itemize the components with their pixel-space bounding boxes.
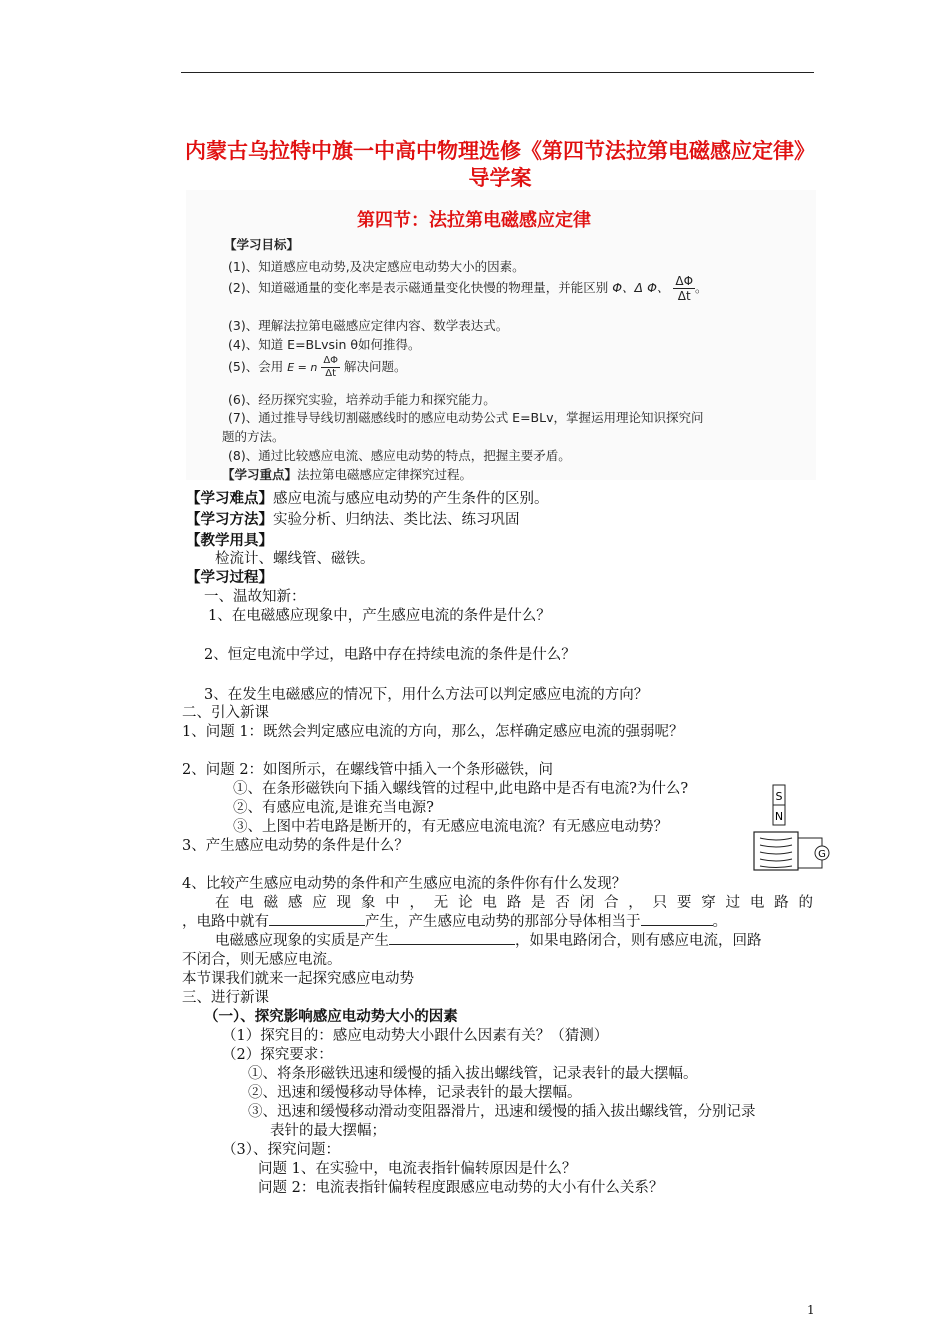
difficulty-text: 感应电流与感应电动势的产生条件的区别。 xyxy=(273,491,549,507)
fraction-denominator: Δt xyxy=(325,368,337,379)
goal-5 xyxy=(228,355,407,380)
intro-summary: 本节课我们就来一起探究感应电动势 xyxy=(182,971,414,987)
goal-7-line1: (7)、通过推导导线切割磁感线时的感应电动势公式 E=BLv，掌握运用理论知识探究问 xyxy=(228,410,704,425)
goal-5-fraction xyxy=(321,355,340,380)
page-number: 1 xyxy=(807,1303,815,1317)
p1-item3: （3）、探究问题： xyxy=(222,1142,340,1158)
p1-item1: （1）探究目的：感应电动势大小跟什么因素有关？（猜测） xyxy=(222,1028,609,1044)
process-label: 【学习过程】 xyxy=(186,569,273,586)
fill-line-2-c: 。 xyxy=(712,914,727,930)
fill-line-4: 不闭合，则无感应电流。 xyxy=(182,952,342,968)
intro-q2-a: ①、在条形磁铁向下插入螺线管的过程中,此电路中是否有电流?为什么? xyxy=(233,781,689,797)
intro-q4: 4、比较产生感应电动势的条件和产生感应电流的条件你有什么发现？ xyxy=(182,876,627,892)
new-heading: 三、进行新课 xyxy=(182,990,269,1006)
fill-line-3-a: 电磁感应现象的实质是产生 xyxy=(215,933,389,949)
intro-heading: 二、引入新课 xyxy=(182,705,269,721)
method-label: 【学习方法】 xyxy=(186,511,273,528)
goal-5-suffix: 解决问题。 xyxy=(344,359,407,374)
goal-2-suffix: 。 xyxy=(695,280,708,295)
fraction-numerator: ΔΦ xyxy=(675,274,694,288)
goal-5-formula: E = n xyxy=(287,361,318,374)
answer-blank-3[interactable] xyxy=(389,944,515,945)
intro-q2: 2、问题 2：如图所示，在螺线管中插入一个条形磁铁，问 xyxy=(182,762,554,778)
key-point-label: 【学习重点】 xyxy=(222,467,298,482)
answer-blank-1[interactable] xyxy=(269,925,365,926)
fill-line-3-b: ，如果电路闭合，则有感应电流，回路 xyxy=(515,933,762,949)
method-text: 实验分析、归纳法、类比法、练习巩固 xyxy=(273,512,520,528)
tools-text: 检流计、螺线管、磁铁。 xyxy=(215,551,375,567)
goal-2 xyxy=(228,274,708,303)
header-rule xyxy=(181,72,814,73)
magnet-s-label: S xyxy=(775,790,783,803)
solenoid-magnet-figure xyxy=(752,784,832,876)
goal-8: (8)、通过比较感应电流、感应电动势的特点，把握主要矛盾。 xyxy=(228,448,571,463)
magnet-n-label: N xyxy=(774,810,784,823)
goal-7-line2: 题的方法。 xyxy=(222,429,285,444)
difficulty-line xyxy=(186,487,549,508)
key-point-text: 法拉第电磁感应定律探究过程。 xyxy=(297,467,473,482)
p1-item2: （2）探究要求： xyxy=(222,1047,333,1063)
fill-line-2-a: ，电路中就有 xyxy=(182,914,269,930)
goal-1: (1)、知道感应电动势,及决定感应电动势大小的因素。 xyxy=(228,259,525,274)
answer-blank-2[interactable] xyxy=(641,925,713,926)
intro-q3: 3、产生感应电动势的条件是什么？ xyxy=(182,838,409,854)
part1-heading: （一）、探究影响感应电动势大小的因素 xyxy=(204,1008,458,1025)
p1-q2: 问题 2：电流表指针偏转程度跟感应电动势的大小有什么关系？ xyxy=(258,1180,664,1196)
goal-2-text: (2)、知道磁通量的变化率是表示磁通量变化快慢的物理量，并能区别 xyxy=(228,280,609,295)
fill-line-2-b: 产生，产生感应电动势的那部分导体相当于 xyxy=(365,914,641,930)
p1-req3-line1: ③、迅速和缓慢移动滑动变阻器滑片，迅速和缓慢的插入拔出螺线管，分别记录 xyxy=(248,1104,756,1120)
review-q1: 1、在电磁感应现象中，产生感应电流的条件是什么？ xyxy=(208,608,551,624)
difficulty-label: 【学习难点】 xyxy=(186,490,273,507)
p1-req2: ②、迅速和缓慢移动导体棒，记录表针的最大摆幅。 xyxy=(248,1085,582,1101)
fill-line-1: 在电磁感应现象中，无论电路是否闭合，只要穿过电路的 xyxy=(215,895,813,911)
method-line xyxy=(186,508,520,529)
galvanometer-label: G xyxy=(818,849,826,860)
intro-q1: 1、问题 1：既然会判定感应电流的方向，那么，怎样确定感应电流的强弱呢？ xyxy=(182,724,684,740)
goal-6: (6)、经历探究实验，培养动手能力和探究能力。 xyxy=(228,392,496,407)
goal-5-text: (5)、会用 xyxy=(228,359,284,374)
goal-2-symbols: Φ、Δ Φ、 xyxy=(612,280,670,295)
tools-label: 【教学用具】 xyxy=(186,532,273,549)
review-q3: 3、在发生电磁感应的情况下，用什么方法可以判定感应电流的方向？ xyxy=(204,687,649,703)
fill-line-2 xyxy=(182,910,727,931)
p1-req1: ①、将条形磁铁迅速和缓慢的插入拔出螺线管，记录表针的最大摆幅。 xyxy=(248,1066,698,1082)
section-title: 第四节：法拉第电磁感应定律 xyxy=(357,210,591,231)
p1-req3-line2: 表针的最大摆幅； xyxy=(270,1123,386,1139)
review-heading: 一、温故知新： xyxy=(204,589,306,605)
fraction-numerator: ΔΦ xyxy=(323,355,339,366)
fill-line-3 xyxy=(215,929,762,950)
goal-2-fraction xyxy=(673,274,695,303)
intro-q2-b: ②、有感应电流,是谁充当电源? xyxy=(233,800,434,816)
review-q2: 2、恒定电流中学过，电路中存在持续电流的条件是什么？ xyxy=(204,647,576,663)
goals-heading: 【学习目标】 xyxy=(224,237,300,252)
p1-q1: 问题 1、在实验中，电流表指针偏转原因是什么？ xyxy=(258,1161,577,1177)
page-title: 内蒙古乌拉特中旗一中高中物理选修《第四节法拉第电磁感应定律》导学案 xyxy=(185,139,815,190)
goal-3: (3)、理解法拉第电磁感应定律内容、数学表达式。 xyxy=(228,318,509,333)
goal-4: (4)、知道 E=BLvsin θ如何推得。 xyxy=(228,337,421,352)
intro-q2-c: ③、上图中若电路是断开的，有无感应电流电流？有无感应电动势？ xyxy=(233,819,668,835)
key-point xyxy=(222,464,472,483)
fraction-denominator: Δt xyxy=(677,289,691,303)
